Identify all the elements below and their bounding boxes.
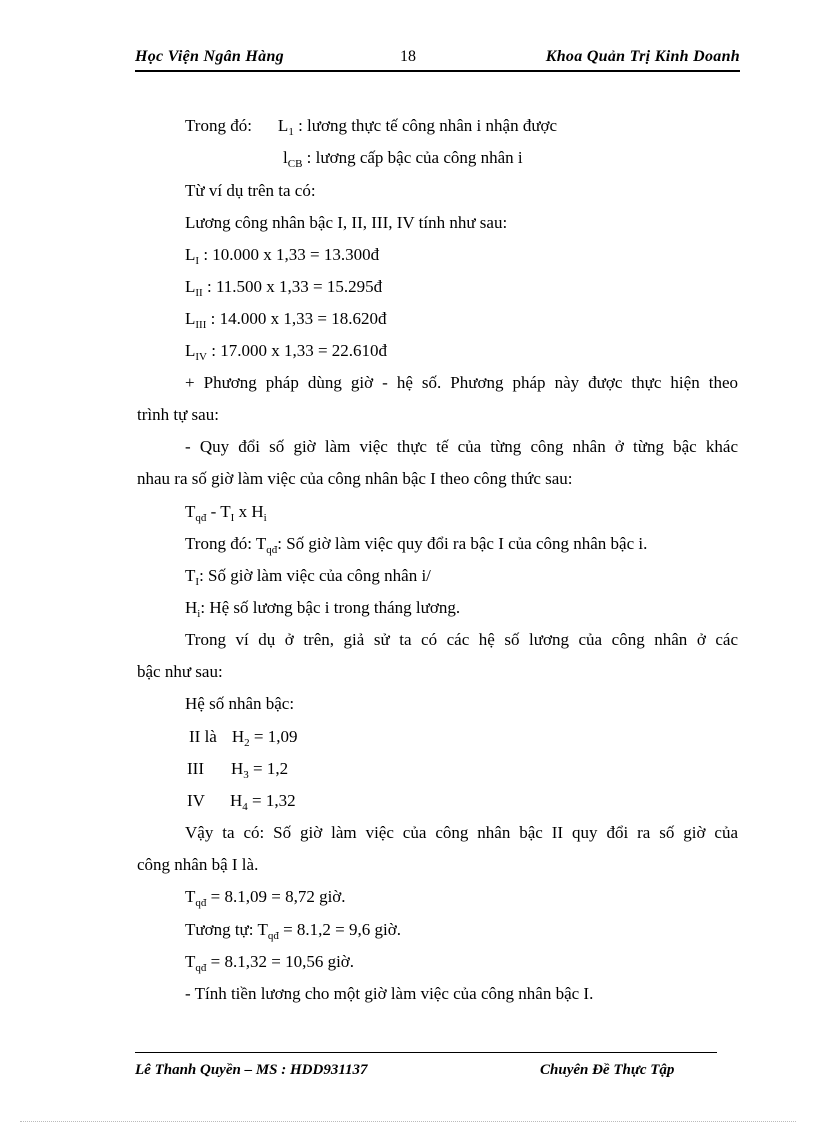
line-l7: $L_{III}$ : 14.000 x 1,33 = 18.620đ	[185, 309, 387, 331]
line-l11: - Quy đổi số giờ làm việc thực tế của từng công nhân ở từng bậc khác	[185, 437, 738, 456]
line-l13: $T_{qđ} - T_I$ x $H_i$	[185, 502, 267, 524]
page-header	[135, 44, 740, 72]
footer-title: Chuyên Đề Thực Tập	[540, 1062, 675, 1078]
line-l14: Trong đó: $T_{qđ}$: Số giờ làm việc quy đổi ra bậc I của công nhân bậc i.	[185, 534, 648, 556]
line-l15: $T_I$: Số giờ làm việc của công nhân i/	[185, 566, 431, 588]
line-l9: + Phương pháp dùng giờ - hệ số. Phương pháp này được thực hiện theo	[185, 373, 738, 392]
header-department: Khoa Quản Trị Kinh Doanh	[545, 48, 740, 65]
line-l21: III $H_3 = 1,2$	[187, 759, 289, 781]
line-l2: $l_{CB}$ : lương cấp bậc của công nhân i	[283, 148, 523, 170]
footer-author: Lê Thanh Quyền – MS : HDD931137	[135, 1062, 368, 1078]
line-l8: $L_{IV}$ : 17.000 x 1,33 = 22.610đ	[185, 341, 388, 363]
line-l28: - Tính tiền lương cho một giờ làm việc của công nhân bậc I.	[185, 984, 594, 1003]
line-l23: Vậy ta có: Số giờ làm việc của công nhân bậc II quy đổi ra số giờ của	[185, 823, 738, 842]
line-l1: Trong đó: $L_1$ : lương thực tế công nhân i nhận được	[185, 116, 558, 138]
header-institution: Học Viện Ngân Hàng	[135, 48, 284, 65]
line-l17: Trong ví dụ ở trên, giả sử ta có các hệ số lương của công nhân ở các	[185, 630, 738, 649]
line-l27: $T_{qđ} = 8.1,32 = 10,56$ giờ.	[185, 952, 355, 974]
line-l18: bậc như sau:	[137, 662, 223, 681]
line-l19: Hệ số nhân bậc:	[185, 694, 295, 713]
line-l24: công nhân bậ I là.	[137, 855, 259, 874]
line-l22: IV $H_4 = 1,32$	[187, 791, 296, 813]
line-l25: $T_{qđ} = 8.1,09 = 8,72$ giờ.	[185, 887, 346, 909]
page-bottom-border	[20, 1121, 796, 1122]
line-l12: nhau ra số giờ làm việc của công nhân bậc I theo công thức sau:	[137, 469, 573, 488]
line-l20: II là $H_2 = 1,09$	[189, 727, 298, 749]
line-l16: $H_i$: Hệ số lương bậc i trong tháng lương.	[185, 598, 461, 620]
footer-divider	[135, 1052, 717, 1053]
line-l4: Lương công nhân bậc I, II, III, IV tính như sau:	[185, 213, 508, 232]
line-l26: Tương tự: $T_{qđ} = 8.1,2 = 9,6$ giờ.	[185, 920, 401, 942]
page-number: 18	[400, 48, 416, 65]
line-l3: Từ ví dụ trên ta có:	[185, 181, 316, 200]
line-l6: $L_{II}$ : 11.500 x 1,33 = 15.295đ	[185, 277, 383, 299]
line-l10: trình tự sau:	[137, 405, 219, 424]
line-l5: $L_I$ : 10.000 x 1,33 = 13.300đ	[185, 245, 380, 267]
